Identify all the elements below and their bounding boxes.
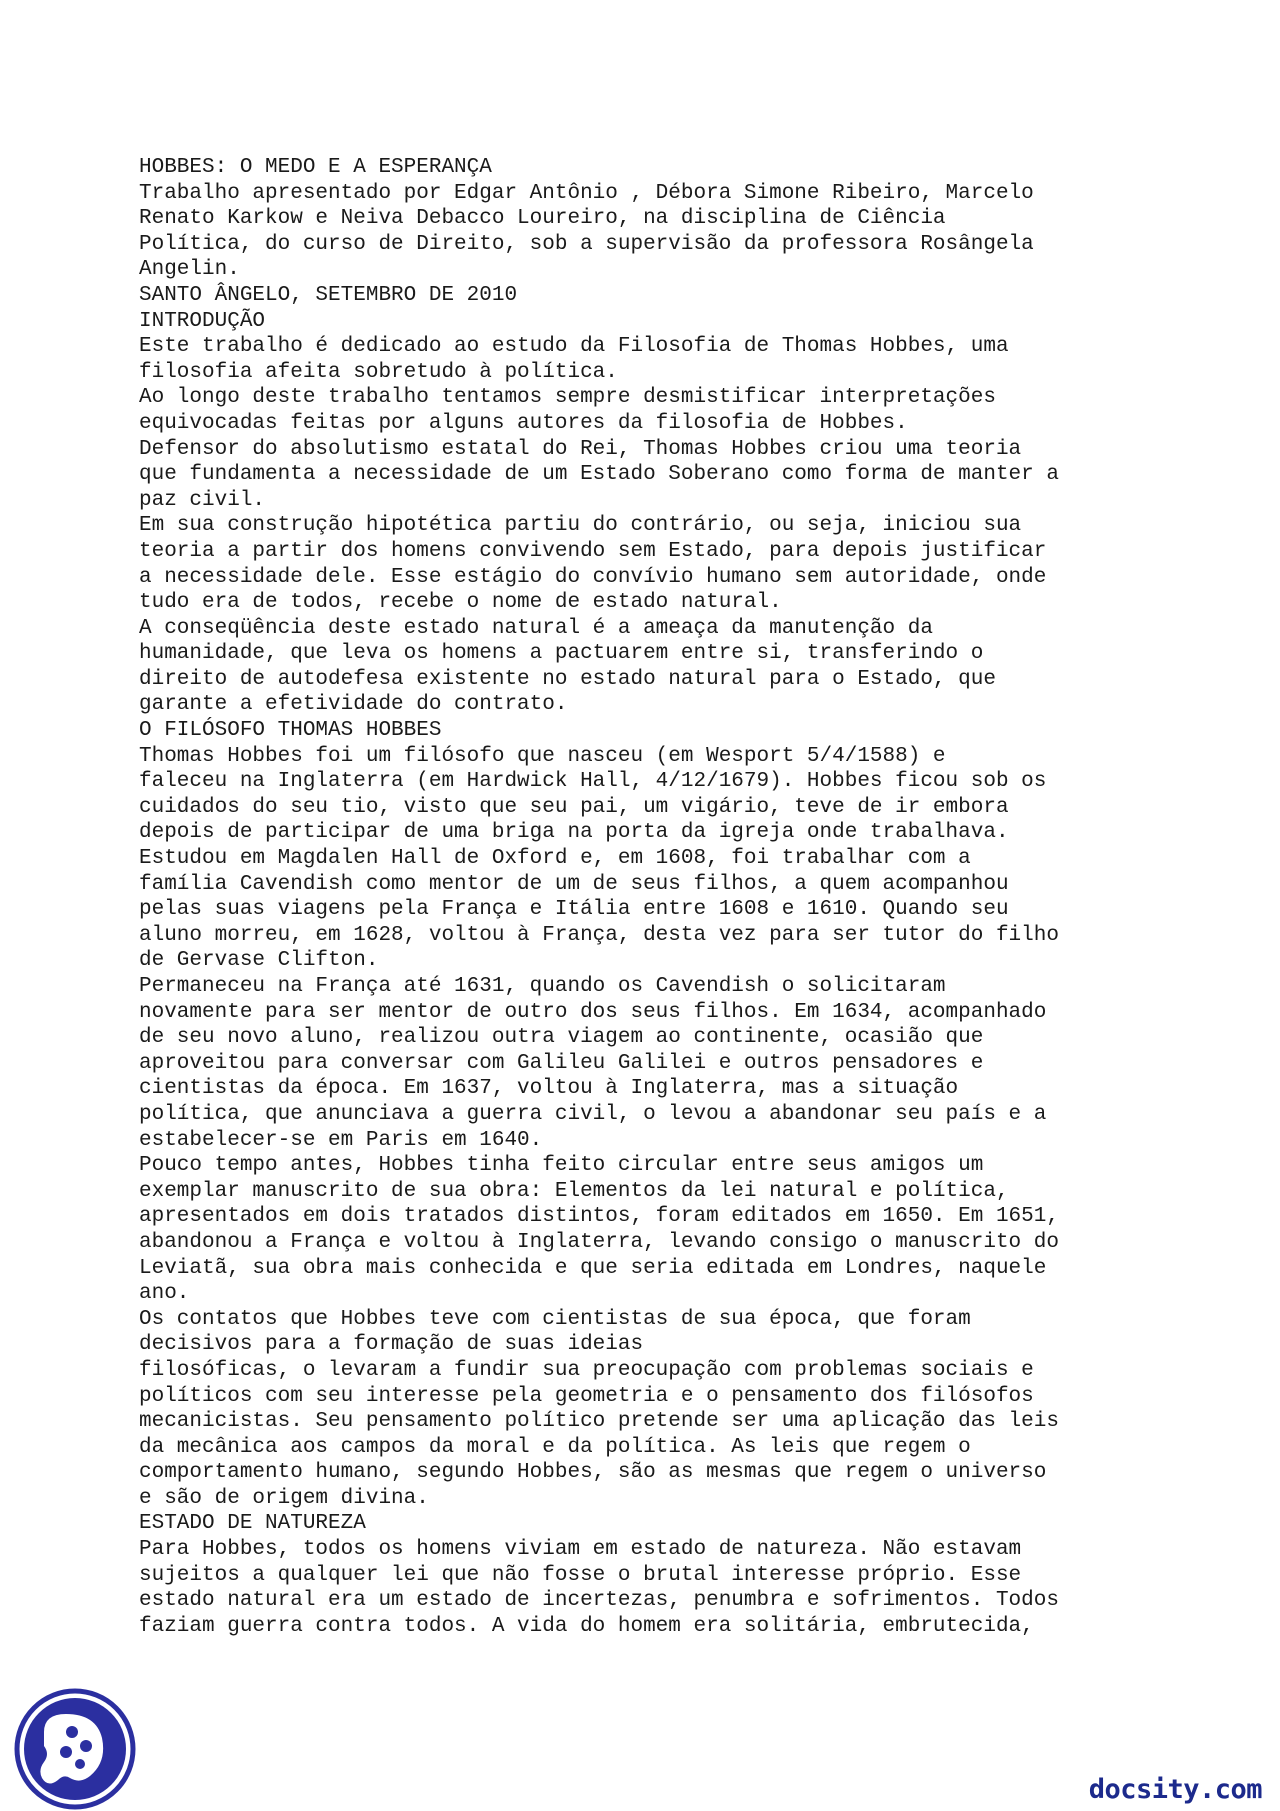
text-line: de Gervase Clifton. <box>139 949 379 973</box>
text-line: novamente para ser mentor de outro dos seus filhos. Em 1634, acompanhado <box>139 1000 1047 1024</box>
text-line: Angelin. <box>139 258 240 282</box>
text-line: tudo era de todos, recebe o nome de estado natural. <box>139 591 782 615</box>
text-line: aluno morreu, em 1628, voltou à França, desta vez para ser tutor do filho <box>139 923 1059 947</box>
text-line: abandonou a França e voltou à Inglaterra, levando consigo o manuscrito do <box>139 1230 1059 1254</box>
text-line: apresentados em dois tratados distintos, foram editados em 1650. Em 1651, <box>139 1205 1059 1229</box>
text-line: sujeitos a qualquer lei que não fosse o brutal interesse próprio. Esse <box>139 1563 1022 1587</box>
text-line: teoria a partir dos homens convivendo sem Estado, para depois justificar <box>139 539 1047 563</box>
text-line: exemplar manuscrito de sua obra: Elementos da lei natural e política, <box>139 1179 1009 1203</box>
text-line: de seu novo aluno, realizou outra viagem ao continente, ocasião que <box>139 1026 984 1050</box>
text-line: Em sua construção hipotética partiu do contrário, ou seja, iniciou sua <box>139 514 1022 538</box>
text-line: que fundamenta a necessidade de um Estado Soberano como forma de manter a <box>139 463 1059 487</box>
text-line: humanidade, que leva os homens a pactuarem entre si, transferindo o <box>139 642 984 666</box>
text-line: filosóficas, o levaram a fundir sua preocupação com problemas sociais e <box>139 1358 1034 1382</box>
text-line: comportamento humano, segundo Hobbes, são as mesmas que regem o universo <box>139 1461 1047 1485</box>
text-line: filosofia afeita sobretudo à política. <box>139 360 618 384</box>
text-line: Política, do curso de Direito, sob a supervisão da professora Rosângela <box>139 232 1034 256</box>
text-line: políticos com seu interesse pela geometria e o pensamento dos filósofos <box>139 1384 1034 1408</box>
text-line: aproveitou para conversar com Galileu Galilei e outros pensadores e <box>139 1051 984 1075</box>
text-line: SANTO ÂNGELO, SETEMBRO DE 2010 <box>139 283 518 307</box>
text-line: depois de participar de uma briga na porta da igreja onde trabalhava. <box>139 821 1009 845</box>
text-line: cuidados do seu tio, visto que seu pai, um vigário, teve de ir embora <box>139 795 1009 819</box>
text-line: família Cavendish como mentor de um de seus filhos, a quem acompanhou <box>139 872 1009 896</box>
text-line: estabelecer-se em Paris em 1640. <box>139 1128 543 1152</box>
text-line: ano. <box>139 1282 190 1306</box>
text-line: Leviatã, sua obra mais conhecida e que seria editada em Londres, naquele <box>139 1256 1047 1280</box>
text-line: a necessidade dele. Esse estágio do convívio humano sem autoridade, onde <box>139 565 1047 589</box>
text-line: A conseqüência deste estado natural é a ameaça da manutenção da <box>139 616 933 640</box>
text-line: Os contatos que Hobbes teve com cientistas de sua época, que foram <box>139 1307 971 1331</box>
text-line: política, que anunciava a guerra civil, o levou a abandonar seu país e a <box>139 1102 1047 1126</box>
text-line: direito de autodefesa existente no estado natural para o Estado, que <box>139 667 996 691</box>
text-line: pelas suas viagens pela França e Itália entre 1608 e 1610. Quando seu <box>139 898 1009 922</box>
text-line: Renato Karkow e Neiva Debacco Loureiro, na disciplina de Ciência <box>139 207 946 231</box>
document-body <box>139 155 1159 1639</box>
text-line: e são de origem divina. <box>139 1486 429 1510</box>
text-line: equivocadas feitas por alguns autores da filosofia de Hobbes. <box>139 411 908 435</box>
text-line: INTRODUÇÃO <box>139 309 266 333</box>
text-line: Thomas Hobbes foi um filósofo que nasceu (em Wesport 5/4/1588) e <box>139 744 946 768</box>
text-line: Pouco tempo antes, Hobbes tinha feito circular entre seus amigos um <box>139 1154 984 1178</box>
text-line: Permaneceu na França até 1631, quando os Cavendish o solicitaram <box>139 975 946 998</box>
text-line: Ao longo deste trabalho tentamos sempre desmistificar interpretações <box>139 386 996 410</box>
text-line: O FILÓSOFO THOMAS HOBBES <box>139 719 442 743</box>
text-line: faleceu na Inglaterra (em Hardwick Hall, 4/12/1679). Hobbes ficou sob os <box>139 770 1047 794</box>
text-line: estado natural era um estado de incertezas, penumbra e sofrimentos. Todos <box>139 1589 1059 1613</box>
text-line: Trabalho apresentado por Edgar Antônio , Débora Simone Ribeiro, Marcelo <box>139 181 1034 205</box>
docsity-logo-icon[interactable] <box>14 1688 136 1810</box>
text-line: da mecânica aos campos da moral e da política. As leis que regem o <box>139 1435 971 1459</box>
text-line: Este trabalho é dedicado ao estudo da Filosofia de Thomas Hobbes, uma <box>139 335 1009 359</box>
text-line: Estudou em Magdalen Hall de Oxford e, em 1608, foi trabalhar com a <box>139 847 971 871</box>
text-line: Defensor do absolutismo estatal do Rei, Thomas Hobbes criou uma teoria <box>139 437 1022 461</box>
text-line: faziam guerra contra todos. A vida do homem era solitária, embrutecida, <box>139 1614 1034 1638</box>
text-line: cientistas da época. Em 1637, voltou à Inglaterra, mas a situação <box>139 1077 959 1101</box>
text-line: paz civil. <box>139 488 266 512</box>
text-line: mecanicistas. Seu pensamento político pretende ser uma aplicação das leis <box>139 1410 1059 1434</box>
text-line: decisivos para a formação de suas ideias <box>139 1333 644 1357</box>
docsity-wordmark[interactable]: docsity.com <box>1088 1774 1262 1805</box>
text-line: ESTADO DE NATUREZA <box>139 1512 366 1536</box>
text-line: Para Hobbes, todos os homens viviam em estado de natureza. Não estavam <box>139 1538 1022 1562</box>
text-line: garante a efetividade do contrato. <box>139 693 568 717</box>
text-line: HOBBES: O MEDO E A ESPERANÇA <box>139 156 492 179</box>
